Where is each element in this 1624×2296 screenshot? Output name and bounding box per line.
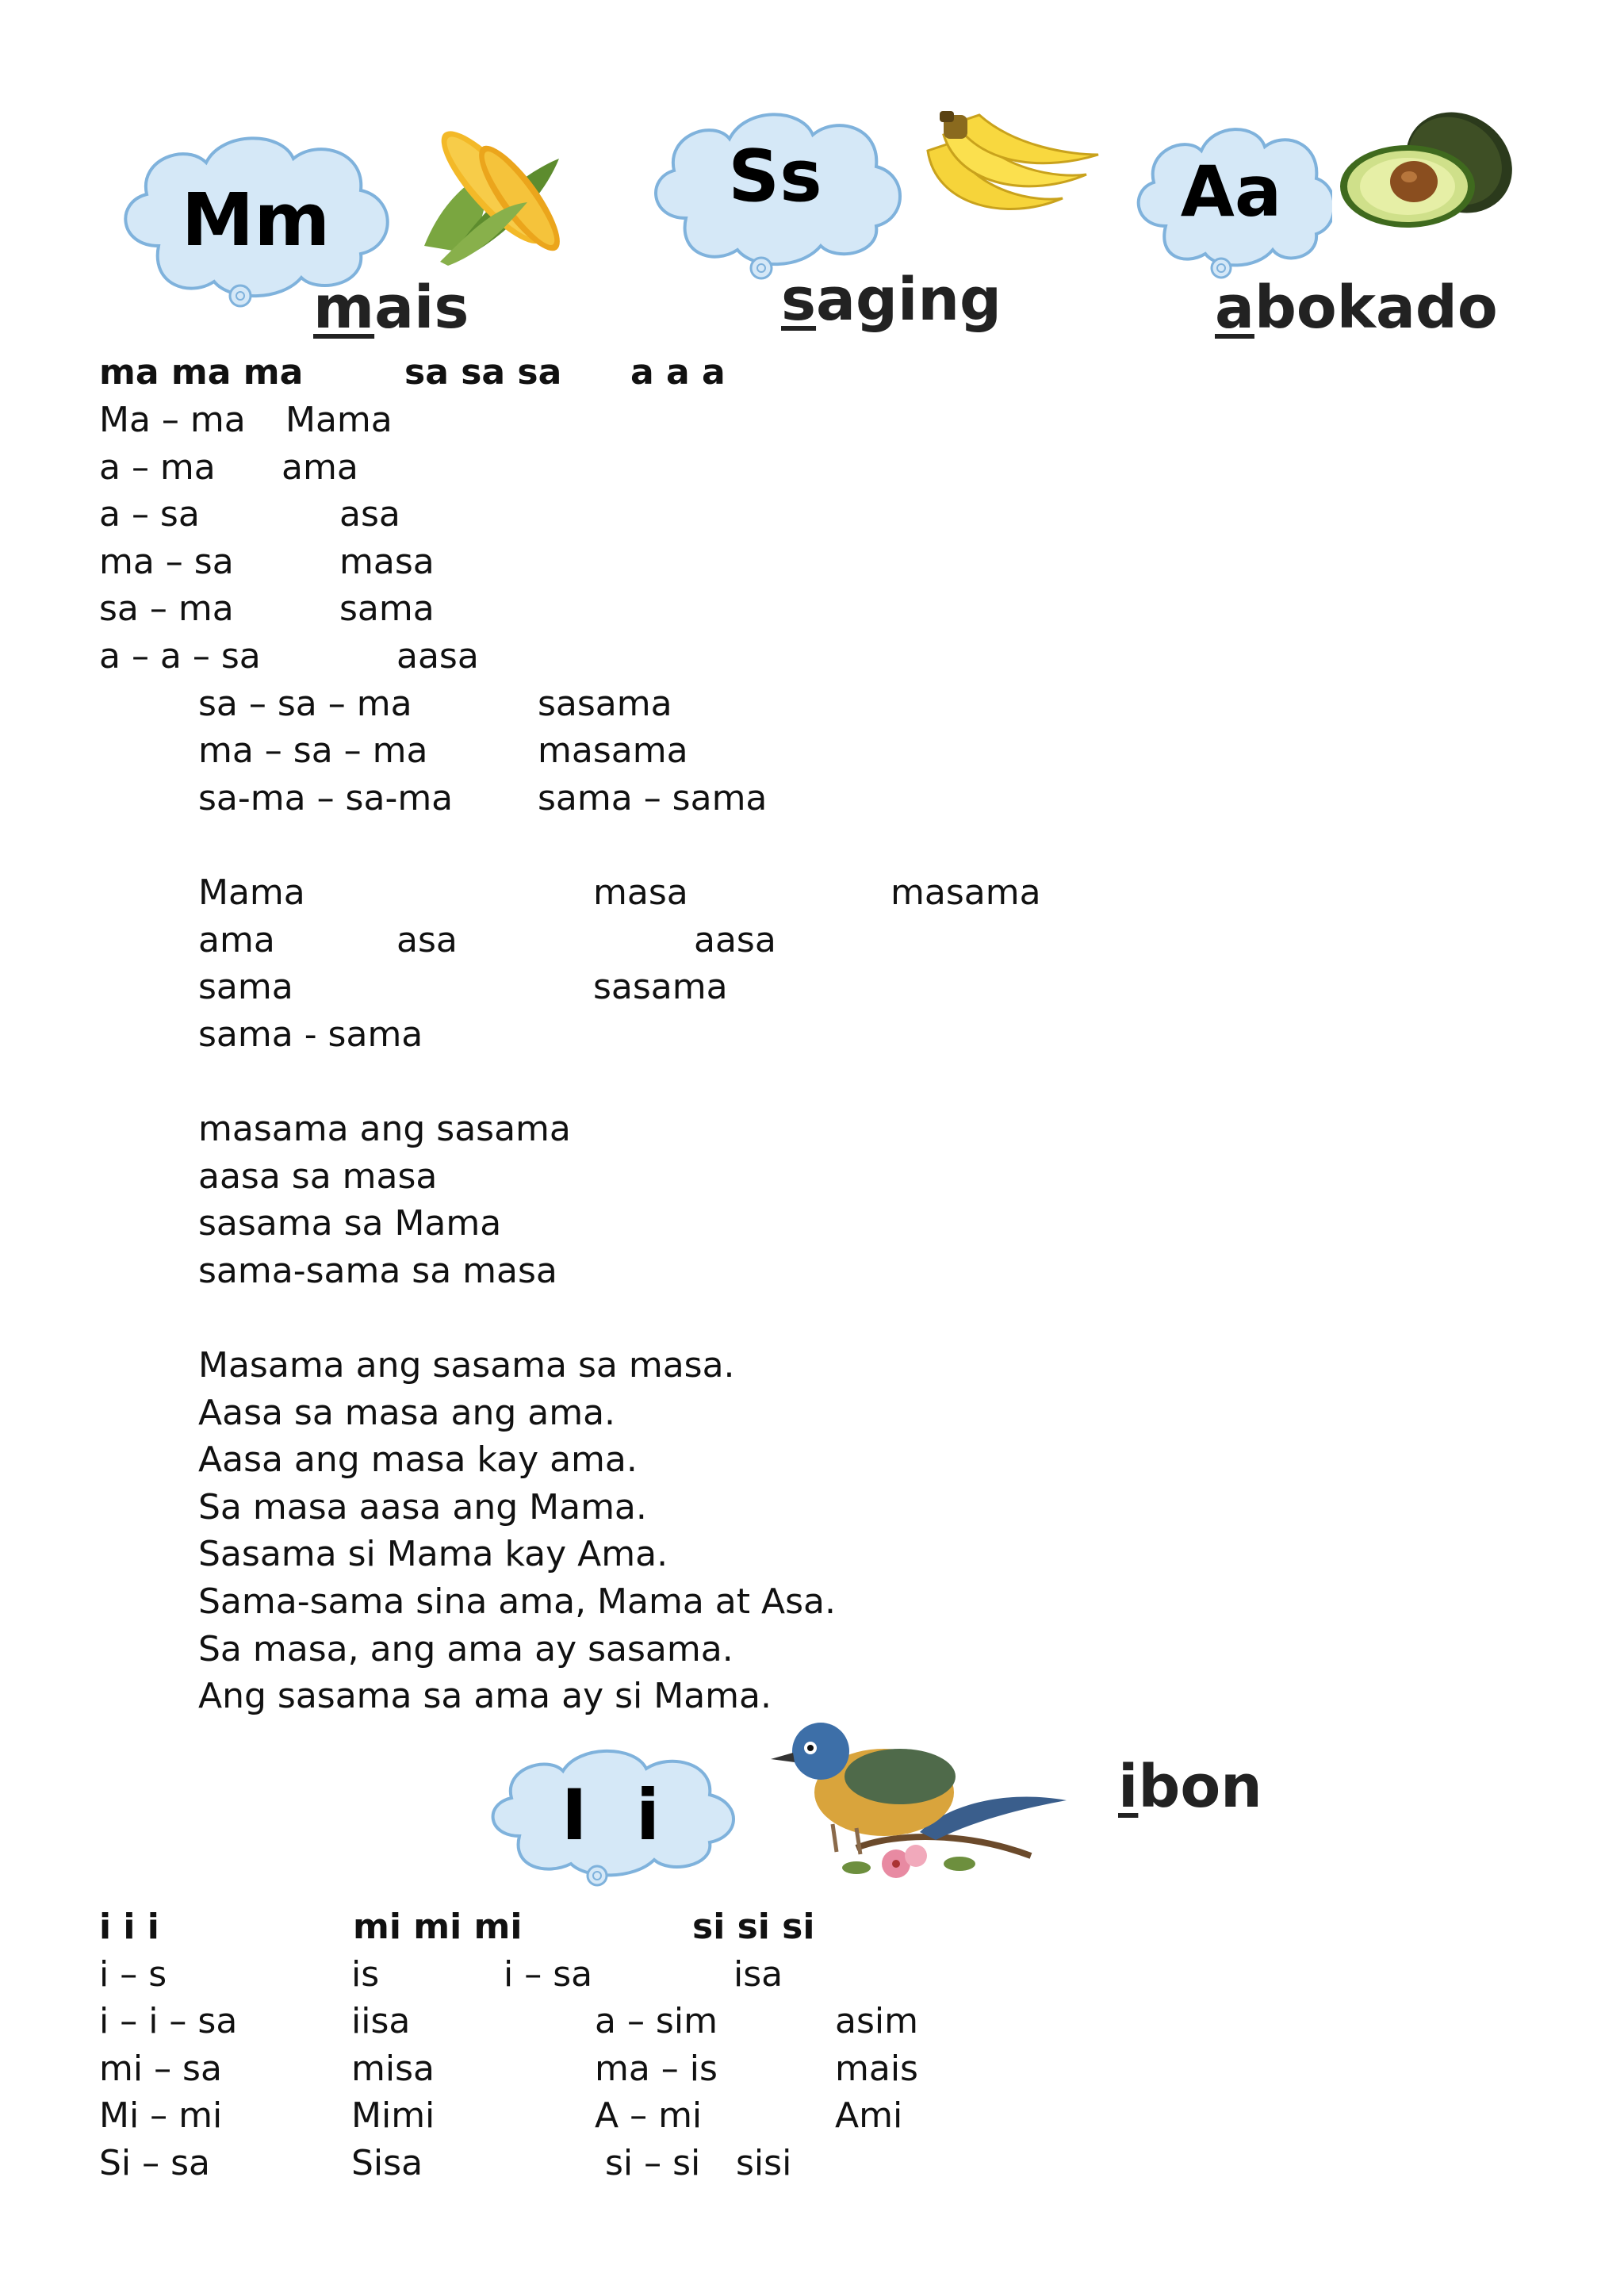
syllable-split: mi – sa (99, 2049, 222, 2089)
grid-word: sama - sama (198, 1014, 423, 1055)
syllable-word: masa (339, 542, 435, 582)
syllable-split: ma – is (595, 2049, 718, 2089)
phrase: sama-sama sa masa (198, 1251, 557, 1291)
word-rest: bokado (1254, 274, 1498, 342)
syllable-word: sama (339, 588, 435, 629)
word-first-letter: m (313, 274, 375, 342)
phrase: masama ang sasama (198, 1109, 571, 1149)
syllable-word: Sisa (351, 2143, 423, 2183)
syllable-split: Si – sa (99, 2143, 211, 2183)
syllable-split: i – sa (504, 1954, 593, 1995)
syllable-split: A – mi (595, 2095, 703, 2136)
syllable-word: Ami (835, 2095, 903, 2136)
word-saging (781, 266, 1002, 334)
syllable-word: aasa (396, 636, 479, 677)
word-mais (313, 274, 469, 342)
syllable-word: sasama (538, 684, 672, 724)
cloud-letter-ii (480, 1741, 741, 1888)
syllable-split: ma – sa (99, 542, 234, 582)
corn-icon (408, 111, 583, 266)
word-rest: ais (374, 274, 469, 342)
avocado-image (1336, 99, 1526, 234)
syllable-si: si si si (692, 1907, 815, 1947)
cloud-letter-aa (1130, 119, 1332, 282)
syllable-split: a – ma (99, 447, 216, 488)
word-first-letter: i (1118, 1753, 1139, 1821)
syllable-word: asim (835, 2001, 918, 2041)
sentence: Aasa sa masa ang ama. (198, 1393, 616, 1433)
syllable-split: sa – ma (99, 588, 234, 629)
syllable-word: misa (351, 2049, 435, 2089)
word-ibon (1118, 1753, 1262, 1821)
cloud-letter: Ss (728, 135, 822, 218)
word-rest: bon (1138, 1753, 1262, 1821)
syllable-word: asa (339, 494, 400, 535)
grid-word: asa (396, 920, 458, 960)
word-first-letter: a (1215, 274, 1254, 342)
grid-word: aasa (694, 920, 776, 960)
banana-icon (920, 111, 1102, 222)
syllable-mi: mi mi mi (353, 1907, 523, 1947)
sentence: Sama-sama sina ama, Mama at Asa. (198, 1581, 836, 1622)
syllable-split: i – s (99, 1954, 167, 1995)
grid-word: sasama (593, 967, 728, 1007)
phrase: aasa sa masa (198, 1156, 438, 1197)
syllable-i: i i i (99, 1907, 159, 1947)
avocado-icon (1336, 99, 1526, 234)
sentence: Masama ang sasama sa masa. (198, 1345, 735, 1386)
syllable-word: isa (733, 1954, 783, 1995)
sentence: Aasa ang masa kay ama. (198, 1439, 638, 1480)
syllable-word: masama (538, 730, 688, 771)
bird-icon (761, 1713, 1067, 1880)
grid-word: sama (198, 967, 293, 1007)
syllable-split: sa – sa – ma (198, 684, 412, 724)
syllable-split: i – i – sa (99, 2001, 238, 2041)
syllable-split: a – sim (595, 2001, 718, 2041)
syllable-word: is (351, 1954, 380, 1995)
word-first-letter: s (781, 266, 817, 334)
syllable-word: Mama (285, 400, 393, 440)
syllable-split: ma – sa – ma (198, 730, 428, 771)
syllable-word: mais (835, 2049, 918, 2089)
syllable-split: Mi – mi (99, 2095, 223, 2136)
syllable-ma: ma ma ma (99, 352, 304, 393)
syllable-word: Mimi (351, 2095, 435, 2136)
corn-image (408, 111, 583, 266)
word-rest: aging (816, 266, 1002, 334)
grid-word: Mama (198, 872, 305, 913)
bird-image (761, 1713, 1067, 1880)
syllable-word: ama (282, 447, 358, 488)
banana-image (920, 111, 1102, 222)
sentence: Sasama si Mama kay Ama. (198, 1534, 668, 1574)
syllable-word: sama – sama (538, 778, 768, 818)
syllable-a: a a a (630, 352, 726, 393)
syllable-split: si – si (605, 2143, 701, 2183)
sentence: Ang sasama sa ama ay si Mama. (198, 1676, 772, 1716)
cloud-letter: I i (561, 1774, 661, 1856)
syllable-split: a – sa (99, 494, 200, 535)
cloud-letter-ss (642, 103, 908, 282)
syllable-split: a – a – sa (99, 636, 261, 677)
phrase: sasama sa Mama (198, 1203, 502, 1244)
cloud-letter: Mm (181, 178, 331, 263)
grid-word: ama (198, 920, 275, 960)
syllable-word: iisa (351, 2001, 411, 2041)
grid-word: masama (891, 872, 1041, 913)
sentence: Sa masa aasa ang Mama. (198, 1487, 647, 1527)
syllable-split: sa-ma – sa-ma (198, 778, 454, 818)
cloud-letter: Aa (1180, 151, 1282, 232)
syllable-split: Ma – ma (99, 400, 246, 440)
word-abokado (1215, 274, 1498, 342)
syllable-sa: sa sa sa (404, 352, 562, 393)
sentence: Sa masa, ang ama ay sasama. (198, 1629, 733, 1669)
syllable-word: sisi (736, 2143, 792, 2183)
grid-word: masa (593, 872, 688, 913)
